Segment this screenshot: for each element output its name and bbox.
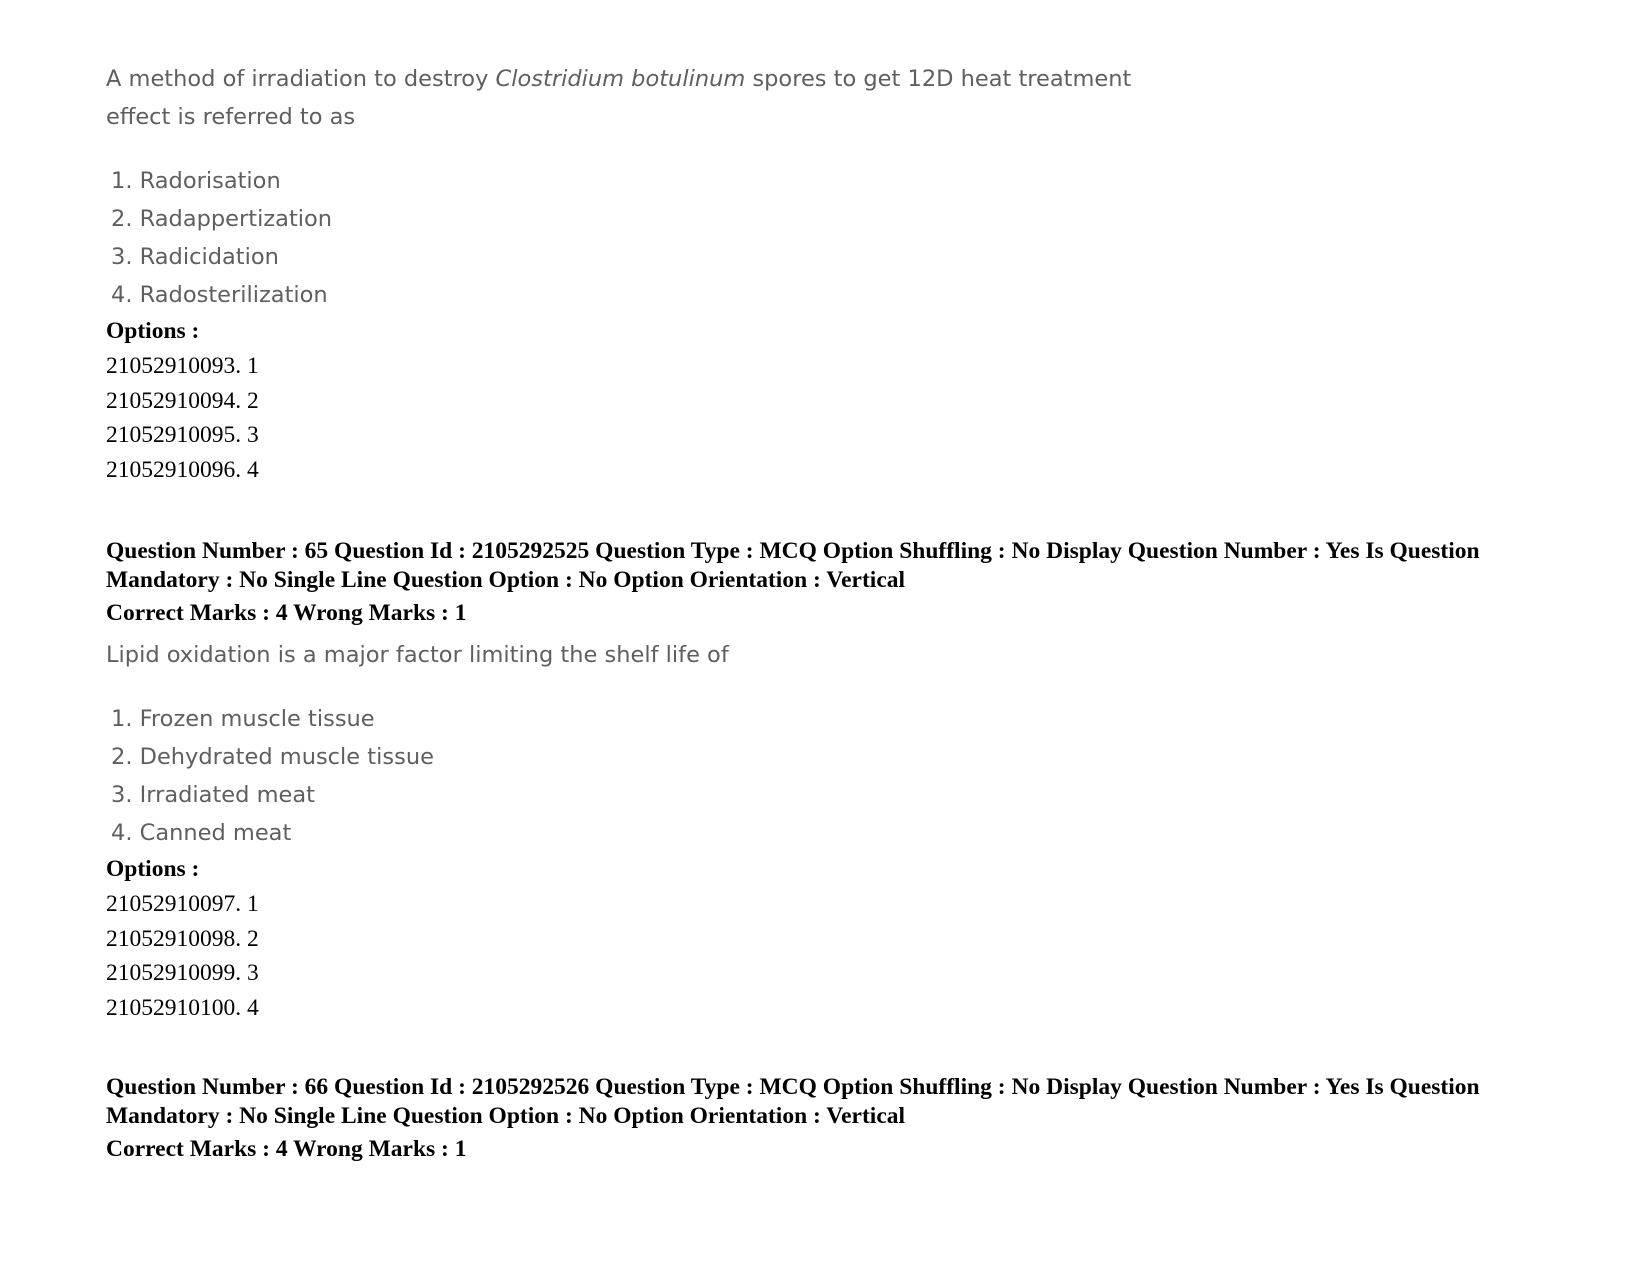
answer-choice-list — [111, 700, 434, 852]
question-stem — [106, 60, 1131, 136]
answer-choice: 3. Irradiated meat — [111, 782, 315, 808]
option-id: 21052910095. 3 — [106, 422, 259, 448]
option-id: 21052910098. 2 — [106, 925, 259, 952]
answer-choice: 3. Radicidation — [111, 244, 279, 270]
answer-choice: 4. Radosterilization — [111, 282, 328, 308]
answer-choice: 1. Radorisation — [111, 168, 281, 194]
answer-choice: 1. Frozen muscle tissue — [111, 706, 375, 732]
option-id: 21052910096. 4 — [106, 456, 259, 483]
answer-choice-list — [111, 162, 332, 314]
question-stem-line-1: Lipid oxidation is a major factor limiting the shelf life of — [106, 642, 729, 668]
option-id: 21052910097. 1 — [106, 891, 259, 917]
stem-text: A method of irradiation to destroy — [106, 66, 496, 92]
question-marks: Correct Marks : 4 Wrong Marks : 1 — [106, 600, 467, 626]
option-id: 21052910093. 1 — [106, 353, 259, 379]
question-meta: Question Number : 66 Question Id : 2105292526 Question Type : MCQ Option Shuffling : No Display Question Number : Yes Is Question Mandatory : No Single Line Question Option : No Option Orientation : Vertical — [106, 1074, 1480, 1129]
option-id-list — [106, 887, 259, 1025]
option-id: 21052910094. 2 — [106, 387, 259, 414]
option-id-list — [106, 349, 259, 487]
option-id: 21052910099. 3 — [106, 960, 259, 986]
answer-choice: 4. Canned meat — [111, 820, 292, 846]
answer-choice: 2. Dehydrated muscle tissue — [111, 744, 434, 770]
question-stem-line-1 — [106, 60, 1131, 98]
options-label: Options : — [106, 318, 200, 344]
stem-italic-text: Clostridium botulinum — [495, 66, 746, 92]
stem-text: spores to get 12D heat treatment — [745, 66, 1132, 92]
question-stem — [106, 636, 729, 674]
option-id: 21052910100. 4 — [106, 994, 259, 1021]
question-stem-line-2: effect is referred to as — [106, 104, 356, 130]
answer-choice: 2. Radappertization — [111, 206, 333, 232]
question-meta: Question Number : 65 Question Id : 2105292525 Question Type : MCQ Option Shuffling : No Display Question Number : Yes Is Question Mandatory : No Single Line Question Option : No Option Orientation : Vertical — [106, 538, 1480, 593]
options-label: Options : — [106, 856, 200, 882]
question-marks: Correct Marks : 4 Wrong Marks : 1 — [106, 1136, 467, 1162]
